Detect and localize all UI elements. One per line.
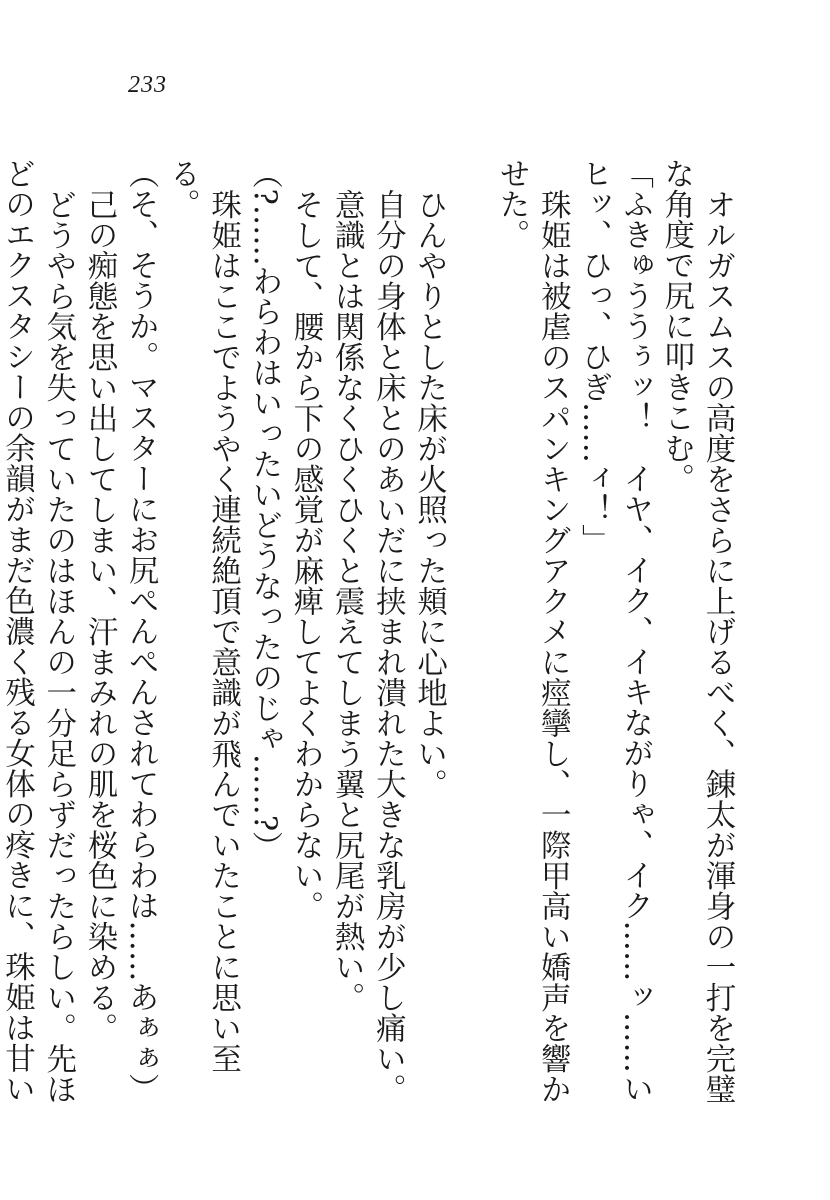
paragraph-6: 意識とは関係なくひくひくと震えてしまう翼と尻尾が熱い。 (329, 188, 365, 1012)
blank-line (450, 158, 491, 1118)
paragraph-5: 自分の身体と床とのあいだに挟まれ潰れた大きな乳房が少し痛い。 (370, 188, 406, 1104)
paragraph-1: オルガスムスの高度をさらに上げるべく、錬太が渾身の一打を完璧な角度で尻に叩きこむ。 (658, 158, 735, 1104)
vertical-text-body (0, 158, 738, 1118)
paragraph-9: 珠姫はここでようやく連続絶頂で意識が飛んでいたことに思い至る。 (164, 158, 241, 1073)
paragraph-3: 珠姫は被虐のスパンキングアクメに痙攣し、一際甲高い嬌声を響かせた。 (493, 158, 571, 1104)
paragraph-4: ひんやりとした床が火照った頬に心地よい。 (411, 188, 447, 799)
paragraph-11: 己の痴態を思い出してしまい、汗まみれの肌を桜色に染める。 (81, 188, 117, 1043)
paragraph-7: そして、腰から下の感覚が麻痺してよくわからない。 (287, 188, 323, 921)
paragraph-8-thought: （?……わらわはいったいどうなったのじゃ……?） (246, 158, 282, 862)
page-number: 233 (128, 72, 167, 98)
paragraph-12: どうやら気を失っていたのはほんの一分足らずだったらしい。先ほどのエクスタシーの余韻がまだ色濃く残る女体の疼きに、珠姫は甘い (0, 158, 76, 1104)
paragraph-2-quote: 「ふきゅううぅッ！ イヤ、イク、イキながりゃ、イク……ッ……いヒッ、ひっ、ひぎ……ィ！」 (576, 158, 653, 1104)
paragraph-10-thought: （そ、そうか。マスターにお尻ぺんぺんされてわらわは……あぁぁ） (123, 158, 159, 1104)
